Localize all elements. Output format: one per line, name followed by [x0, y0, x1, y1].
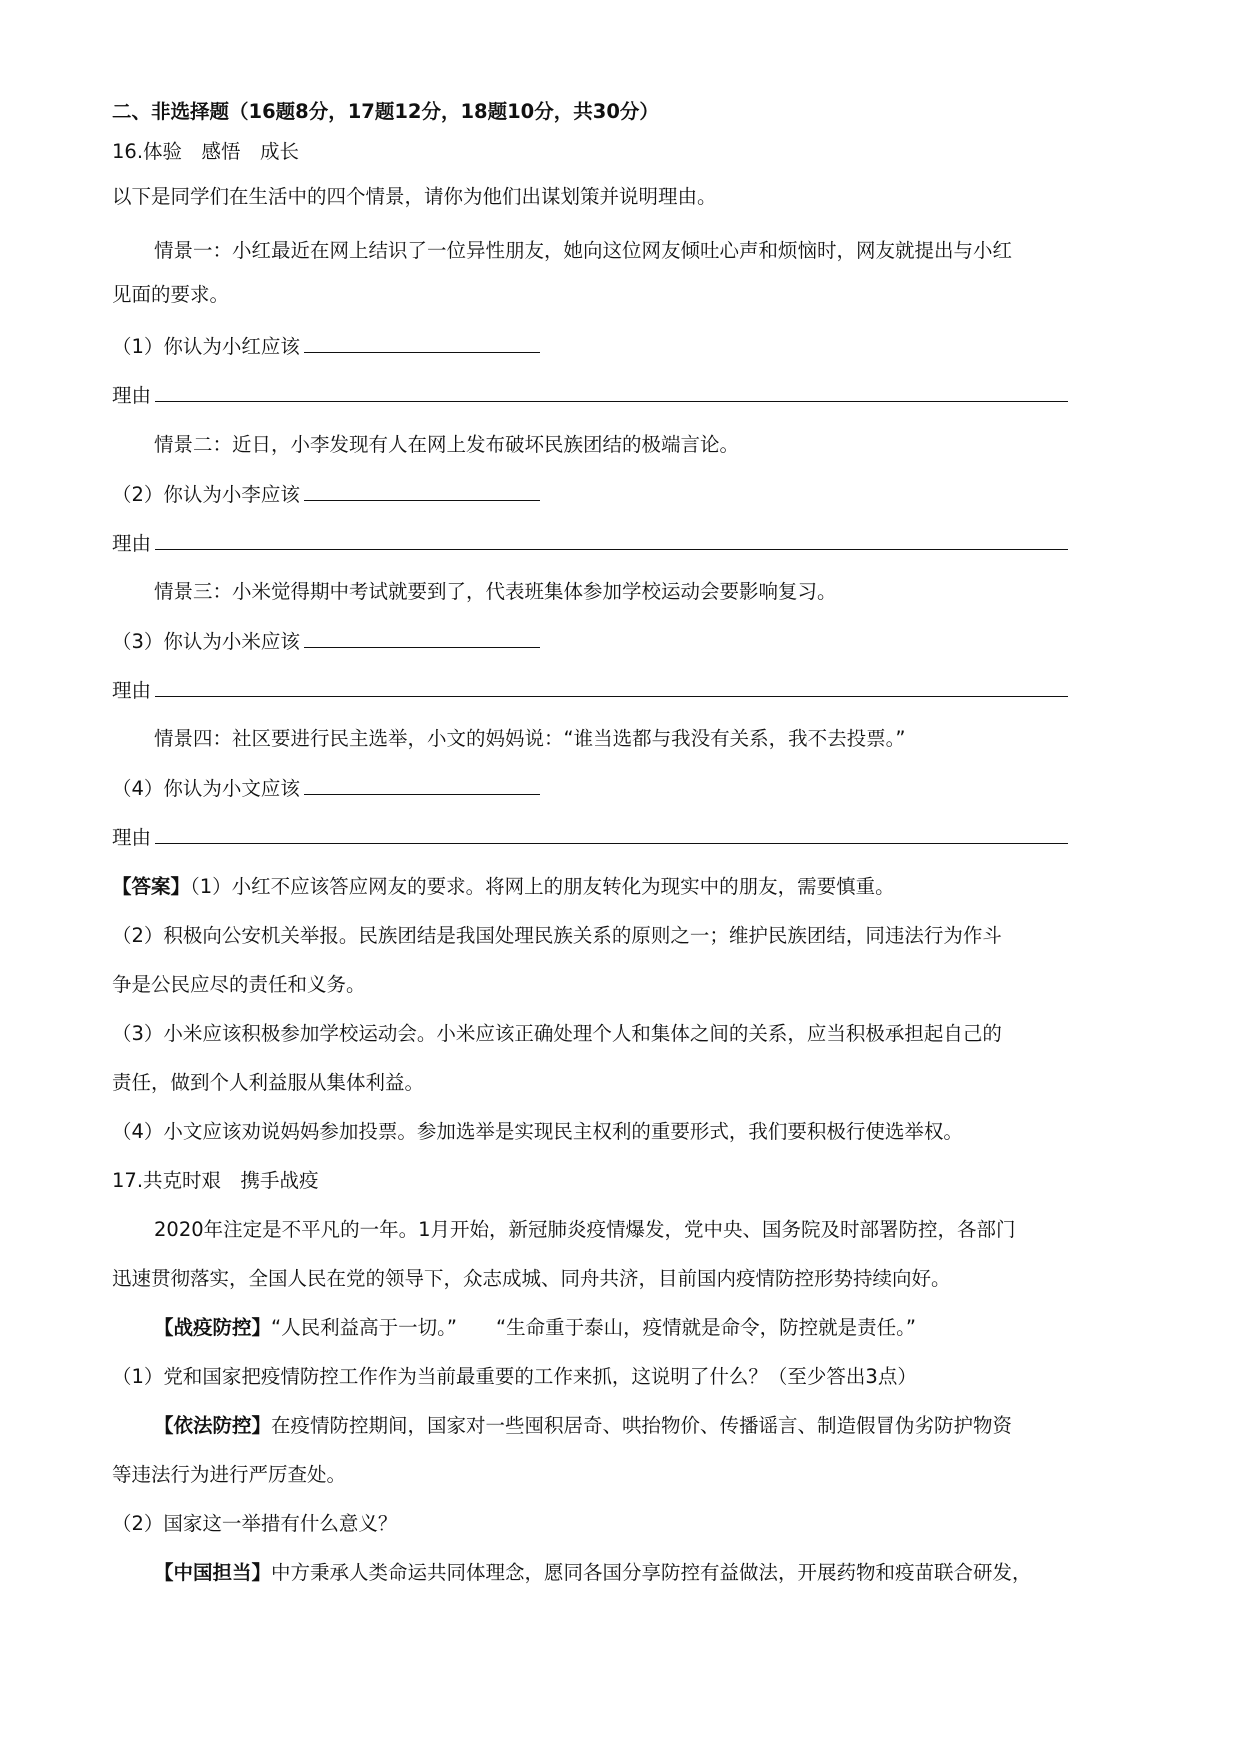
question-16-2-text: （2）你认为小李应该 — [112, 483, 300, 506]
scene-3: 情景三：小米觉得期中考试就要到了，代表班集体参加学校运动会要影响复习。 — [154, 580, 837, 603]
reason-row-3 — [112, 676, 1068, 705]
q17-china-responsibility — [154, 1559, 1032, 1587]
answer-1 — [112, 873, 895, 901]
reason-blank-3[interactable] — [155, 676, 1068, 697]
reason-row-2 — [112, 529, 1068, 558]
reason-row-4 — [112, 823, 1068, 852]
reason-row-1 — [112, 381, 1068, 410]
question-17-1: （1）党和国家把疫情防控工作作为当前最重要的工作来抓，这说明了什么？（至少答出3点） — [112, 1365, 917, 1388]
question-16-4 — [112, 774, 540, 803]
scene-4: 情景四：社区要进行民主选举，小文的妈妈说：“谁当选都与我没有关系，我不去投票。” — [154, 727, 906, 750]
q17-paragraph-line-1: 2020年注定是不平凡的一年。1月开始，新冠肺炎疫情爆发，党中央、国务院及时部署防控，各部门 — [154, 1218, 1016, 1241]
answer-blank-4[interactable] — [304, 774, 540, 795]
reason-label: 理由 — [112, 384, 152, 407]
reason-label: 理由 — [112, 679, 152, 702]
answer-4: （4）小文应该劝说妈妈参加投票。参加选举是实现民主权利的重要形式，我们要积极行使选举权。 — [112, 1120, 963, 1143]
tag-fight-epidemic: 【战疫防控】 — [154, 1316, 272, 1339]
answer-3-line-2: 责任，做到个人利益服从集体利益。 — [112, 1071, 425, 1094]
answer-blank-3[interactable] — [304, 627, 540, 648]
reason-label: 理由 — [112, 826, 152, 849]
reason-blank-4[interactable] — [155, 823, 1068, 844]
tag-fight-epidemic-text: “人民利益高于一切。” “生命重于泰山，疫情就是命令，防控就是责任。” — [271, 1316, 916, 1339]
answer-blank-1[interactable] — [304, 332, 540, 353]
question-16-3 — [112, 627, 540, 656]
tag-law-control-text: 在疫情防控期间，国家对一些囤积居奇、哄抬物价、传播谣言、制造假冒伪劣防护物资 — [271, 1414, 1013, 1437]
answer-2-line-2: 争是公民应尽的责任和义务。 — [112, 973, 366, 996]
section-heading: 二、非选择题（16题8分，17题12分，18题10分，共30分） — [112, 100, 659, 123]
answer-2-line-1: （2）积极向公安机关举报。民族团结是我国处理民族关系的原则之一；维护民族团结，同违法行为作斗 — [112, 924, 1002, 947]
answer-3-line-1: （3）小米应该积极参加学校运动会。小米应该正确处理个人和集体之间的关系，应当积极承担起自己的 — [112, 1022, 1002, 1045]
reason-blank-1[interactable] — [155, 381, 1068, 402]
answer-blank-2[interactable] — [304, 480, 540, 501]
answer-1-text: （1）小红不应该答应网友的要求。将网上的朋友转化为现实中的朋友，需要慎重。 — [190, 875, 895, 898]
q17-paragraph-line-2: 迅速贯彻落实，全国人民在党的领导下，众志成城、同舟共济，目前国内疫情防控形势持续向好。 — [112, 1267, 951, 1290]
question-16-2 — [112, 480, 540, 509]
scene-1-line-2: 见面的要求。 — [112, 283, 230, 306]
tag-law-control: 【依法防控】 — [154, 1414, 272, 1437]
reason-label: 理由 — [112, 532, 152, 555]
q17-law-control-line-2: 等违法行为进行严厉查处。 — [112, 1463, 347, 1486]
question-16-4-text: （4）你认为小文应该 — [112, 777, 300, 800]
question-17-title: 17.共克时艰 携手战疫 — [112, 1169, 319, 1192]
question-17-2: （2）国家这一举措有什么意义？ — [112, 1512, 398, 1535]
q17-fight-epidemic — [154, 1314, 916, 1342]
tag-china-responsibility: 【中国担当】 — [154, 1561, 272, 1584]
question-16-3-text: （3）你认为小米应该 — [112, 630, 300, 653]
answer-label: 【答案】 — [112, 875, 191, 898]
question-16-intro: 以下是同学们在生活中的四个情景，请你为他们出谋划策并说明理由。 — [112, 185, 717, 208]
question-16-1-text: （1）你认为小红应该 — [112, 335, 300, 358]
question-16-1 — [112, 332, 540, 361]
scene-1-line-1: 情景一：小红最近在网上结识了一位异性朋友，她向这位网友倾吐心声和烦恼时，网友就提出与小红 — [154, 239, 1013, 262]
tag-china-responsibility-text: 中方秉承人类命运共同体理念，愿同各国分享防控有益做法，开展药物和疫苗联合研发， — [271, 1561, 1032, 1584]
scene-2: 情景二：近日，小李发现有人在网上发布破坏民族团结的极端言论。 — [154, 433, 740, 456]
q17-law-control — [154, 1412, 1012, 1440]
reason-blank-2[interactable] — [155, 529, 1068, 550]
question-16-title: 16.体验 感悟 成长 — [112, 140, 300, 163]
